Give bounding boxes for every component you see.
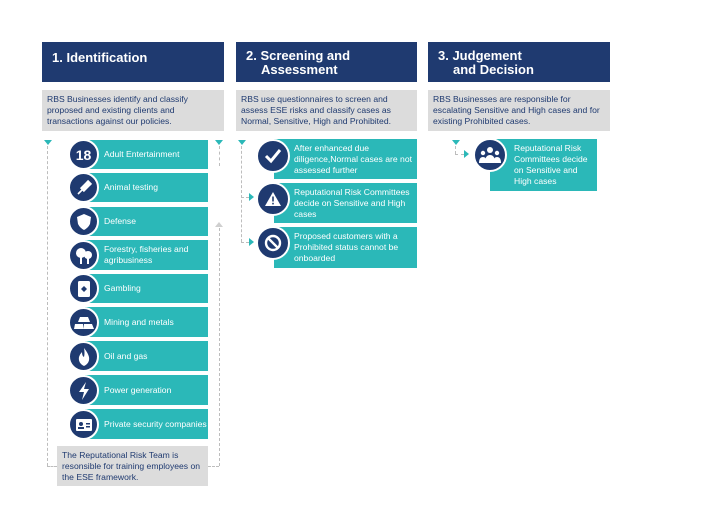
list-item xyxy=(274,227,417,268)
committee-people-icon xyxy=(473,138,507,172)
column-3-title: 3. Judgement xyxy=(438,48,522,63)
prohibited-icon xyxy=(256,226,290,260)
connector-arrow xyxy=(44,140,52,145)
list-item xyxy=(490,139,597,191)
id-badge-icon xyxy=(68,409,99,440)
item-label: Animal testing xyxy=(104,182,158,192)
list-item xyxy=(85,274,208,303)
column-2-description: RBS use questionnaires to screen and assess ESE risks and classify cases as Normal, Sensitive, High and Prohibited. xyxy=(236,90,417,131)
gold-bars-icon xyxy=(68,307,99,338)
column-1-header xyxy=(42,42,224,82)
connector-line xyxy=(241,197,249,198)
list-item xyxy=(85,307,208,337)
item-label: Proposed customers with a Prohibited status cannot be onboarded xyxy=(294,231,399,263)
connector-arrow xyxy=(464,150,469,158)
connector-line xyxy=(219,146,220,166)
item-label: Reputational Risk Committees decide on Sensitive and High cases xyxy=(514,143,588,186)
item-label: Defense xyxy=(104,216,137,226)
connector-line xyxy=(219,228,220,466)
list-item xyxy=(85,375,208,405)
connector-arrow xyxy=(215,140,223,145)
connector-line xyxy=(241,146,242,242)
item-label: Mining and metals xyxy=(104,316,174,327)
shield-icon xyxy=(68,206,99,237)
syringe-icon xyxy=(68,172,99,203)
item-label: Power generation xyxy=(104,384,172,395)
connector-line xyxy=(47,466,57,467)
item-label: Private security companies xyxy=(104,418,207,429)
tree-icon xyxy=(68,240,99,271)
checkmark-icon xyxy=(256,139,290,173)
connector-arrow xyxy=(215,222,223,227)
column-2-header xyxy=(236,42,417,82)
item-label: Reputational Risk Committees decide on Sensitive and High cases xyxy=(294,186,410,219)
list-item xyxy=(85,140,208,169)
warning-icon xyxy=(256,182,290,216)
column-2-title-line2: Assessment xyxy=(261,62,338,77)
column-3-description: RBS Businesses are responsible for escalating Sensitive and High cases and for existing Prohibited cases. xyxy=(428,90,610,131)
list-item xyxy=(274,183,417,223)
item-label: Adult Entertainment xyxy=(104,149,180,159)
column-2-title: 2. Screening and xyxy=(246,48,351,63)
connector-line xyxy=(455,154,464,155)
lightning-icon xyxy=(68,375,99,406)
connector-line xyxy=(455,146,456,154)
flame-icon xyxy=(68,341,99,372)
list-item xyxy=(85,207,208,236)
list-item xyxy=(85,409,208,439)
connector-line xyxy=(47,146,48,466)
item-label: Gambling xyxy=(104,283,141,293)
playing-card-icon xyxy=(68,273,99,304)
adult-18-icon: 18 xyxy=(68,139,99,170)
column-3-title-line2: and Decision xyxy=(453,62,534,77)
connector-line xyxy=(208,466,219,467)
column-3-header xyxy=(428,42,610,82)
connector-arrow xyxy=(452,140,460,145)
item-label: After enhanced due diligence,Normal cases are not assessed further xyxy=(294,142,412,175)
list-item xyxy=(85,240,208,270)
item-label: Forestry, fisheries and agribusiness xyxy=(104,244,189,265)
list-item xyxy=(85,173,208,202)
connector-arrow xyxy=(238,140,246,145)
column-1-description: RBS Businesses identify and classify proposed and existing clients and transactions against our policies. xyxy=(42,90,224,131)
column-1-title: 1. Identification xyxy=(52,50,148,65)
list-item xyxy=(85,341,208,371)
item-label: Oil and gas xyxy=(104,350,148,361)
column-1-footer: The Reputational Risk Team is resonsible for training employees on the ESE framework. xyxy=(57,446,208,486)
connector-arrow xyxy=(249,238,254,246)
connector-arrow xyxy=(249,193,254,201)
connector-line xyxy=(241,242,249,243)
list-item xyxy=(274,139,417,179)
